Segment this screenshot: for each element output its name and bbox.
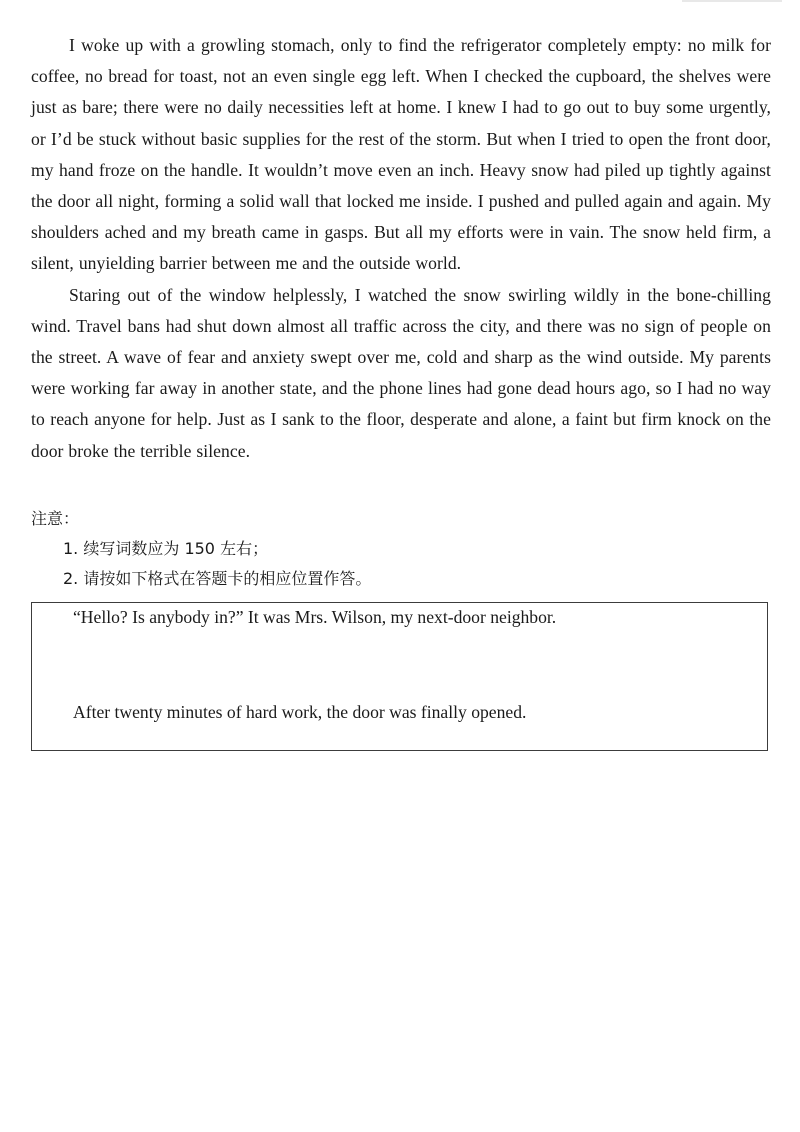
continuation-paragraph-2-opening: After twenty minutes of hard work, the door was finally opened.: [73, 702, 527, 722]
instruction-item-format: 2. 请按如下格式在答题卡的相应位置作答。: [63, 569, 372, 588]
page-edge-mark: [682, 0, 782, 2]
passage-paragraph-1: I woke up with a growling stomach, only to find the refrigerator completely empty: no milk for coffee, no bread for toast, not an even single egg left. When I checked the cupboard, the shelves were just as bare; there were no daily necessities left at home. I knew I had to go out to buy some urgently, or I’d be stuck without basic supplies for the rest of the storm. But when I tried to open the front door, my hand froze on the handle. It wouldn’t move even an inch. Heavy snow had piled up tightly against the door all night, forming a solid wall that locked me inside. I pushed and pulled again and again. My shoulders ached and my breath came in gasps. But all my efforts were in vain. The snow held firm, a silent, unyielding barrier between me and the outside world.: [31, 35, 771, 274]
continuation-paragraph-1-opening: “Hello? Is anybody in?” It was Mrs. Wilson, my next-door neighbor.: [73, 607, 557, 627]
reading-passage: [31, 30, 771, 467]
instructions-heading: 注意：: [31, 509, 80, 528]
answer-format-box: [31, 602, 768, 751]
passage-paragraph-2: Staring out of the window helplessly, I watched the snow swirling wildly in the bone-chilling wind. Travel bans had shut down almost all traffic across the city, and there was no sign of people on the street. A wave of fear and anxiety swept over me, cold and sharp as the wind outside. My parents were working far away in another state, and the phone lines had gone dead hours ago, so I had no way to reach anyone for help. Just as I sank to the floor, desperate and alone, a faint but firm knock on the door broke the terrible silence.: [31, 284, 771, 461]
instructions-section: [31, 505, 771, 593]
instruction-item-word-count: 1. 续写词数应为 150 左右；: [63, 539, 269, 558]
